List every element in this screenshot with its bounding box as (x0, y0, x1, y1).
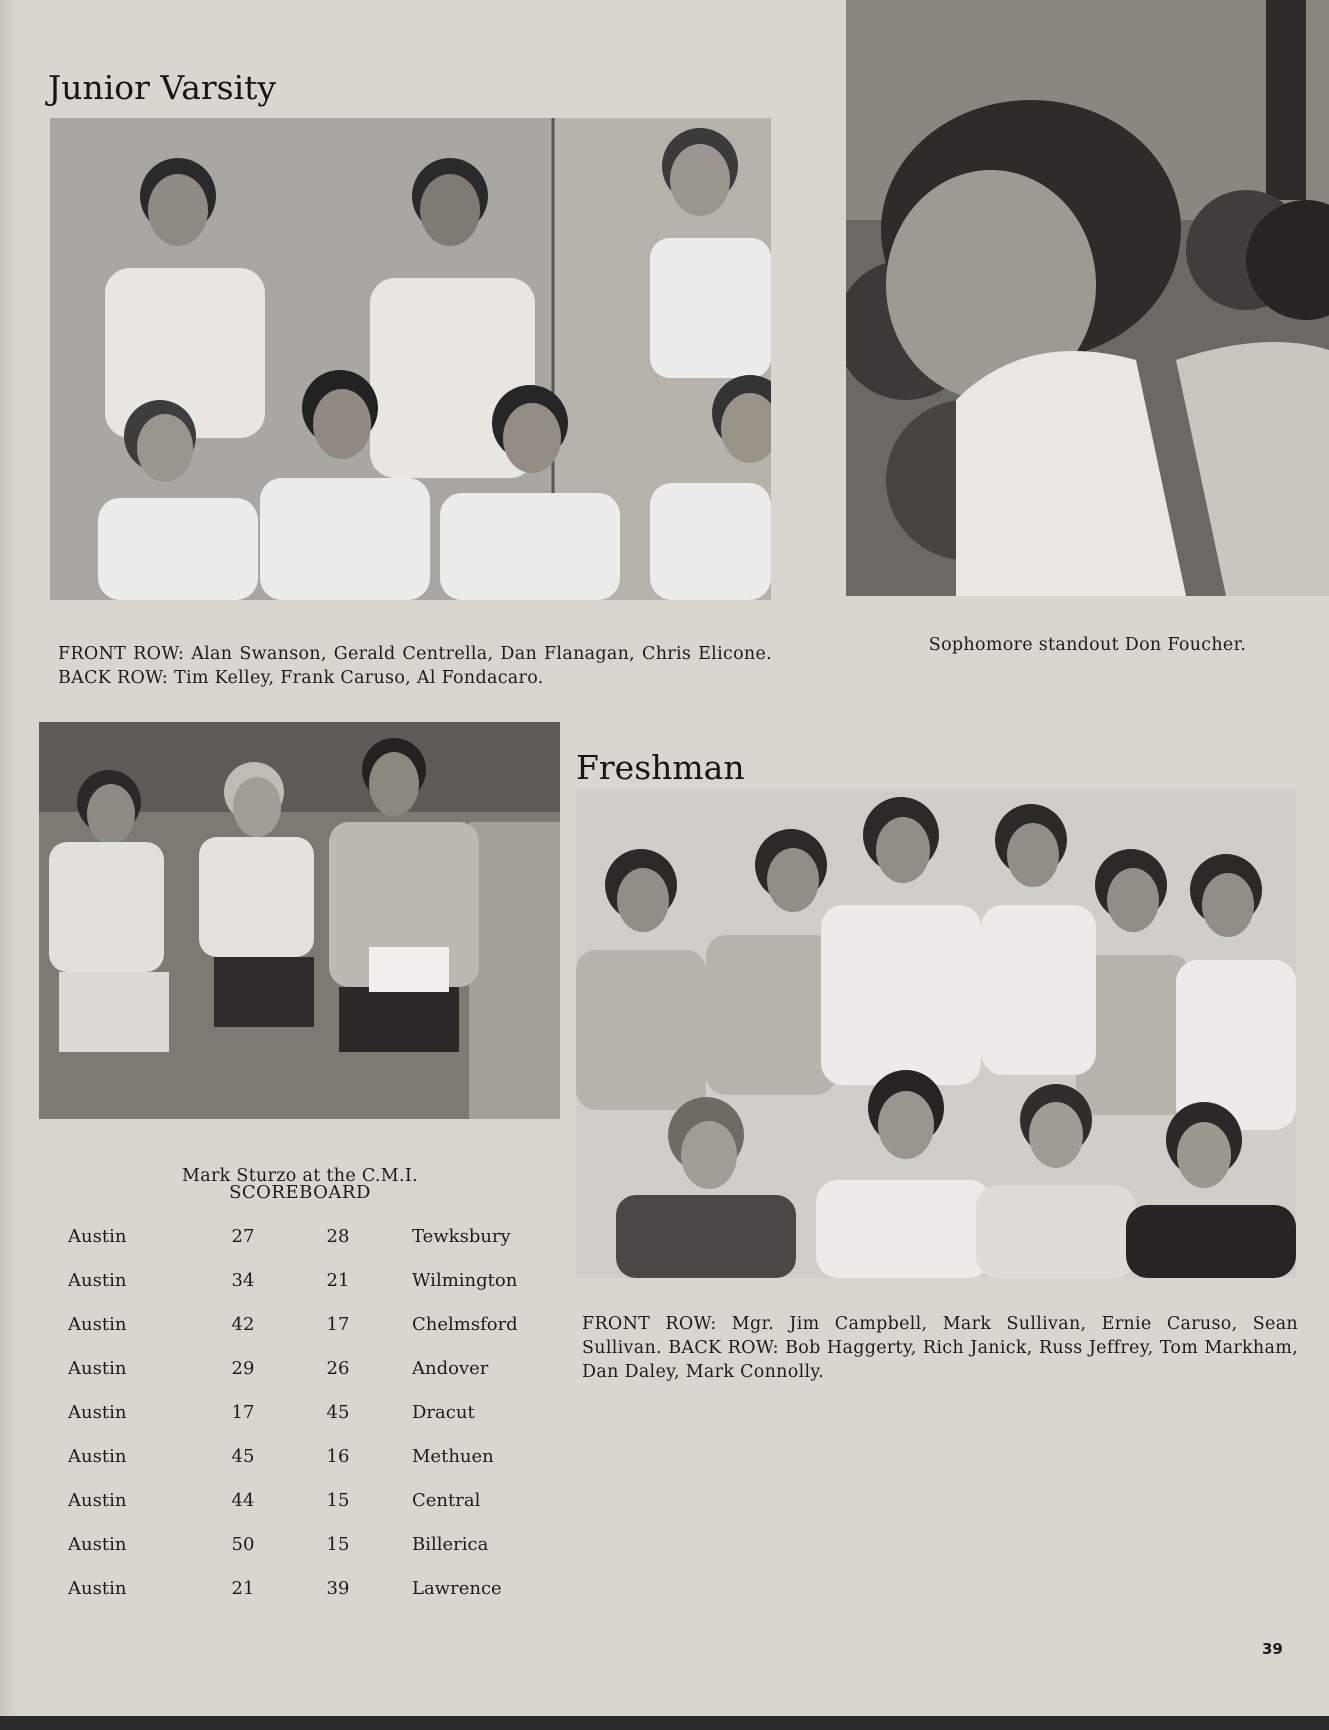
opponent-score: 16 (326, 1445, 350, 1467)
team-name: Austin (68, 1401, 127, 1423)
standout-caption: Sophomore standout Don Foucher. (928, 634, 1247, 655)
scoreboard-row (60, 1522, 540, 1566)
opponent-score: 39 (326, 1577, 350, 1599)
team-name: Austin (68, 1313, 127, 1335)
freshman-team-photo (576, 790, 1296, 1278)
opponent-name: Chelmsford (412, 1313, 518, 1335)
scoreboard-row (60, 1434, 540, 1478)
opponent-score: 26 (326, 1357, 350, 1379)
team-name: Austin (68, 1489, 127, 1511)
opponent-name: Wilmington (412, 1269, 518, 1291)
race-caption: Mark Sturzo at the C.M.I. (182, 1165, 418, 1186)
scoreboard-row (60, 1566, 540, 1610)
team-photo-icon (50, 118, 771, 600)
junior-varsity-heading: Junior Varsity (48, 68, 277, 107)
page-number: 39 (1262, 1640, 1283, 1658)
runner-portrait-photo-icon (846, 0, 1329, 596)
austin-score: 27 (231, 1225, 255, 1247)
junior-varsity-team-photo (50, 118, 771, 600)
junior-varsity-caption: FRONT ROW: Alan Swanson, Gerald Centrella, Dan Flanagan, Chris Elicone. BACK ROW: Tim Kelley, Frank Caruso, Al Fondacaro. (58, 643, 772, 688)
austin-score: 34 (231, 1269, 255, 1291)
team-photo-icon (576, 790, 1296, 1278)
scoreboard-table (60, 1214, 540, 1610)
opponent-name: Andover (412, 1357, 489, 1379)
opponent-score: 15 (326, 1533, 350, 1555)
scoreboard-row (60, 1302, 540, 1346)
scoreboard-row (60, 1214, 540, 1258)
austin-score: 44 (231, 1489, 255, 1511)
team-name: Austin (68, 1357, 127, 1379)
opponent-name: Dracut (412, 1401, 475, 1423)
opponent-name: Lawrence (412, 1577, 502, 1599)
opponent-score: 21 (326, 1269, 350, 1291)
opponent-name: Tewksbury (412, 1225, 511, 1247)
standout-runner-photo (846, 0, 1329, 596)
freshman-caption: FRONT ROW: Mgr. Jim Campbell, Mark Sullivan, Ernie Caruso, Sean Sullivan. BACK ROW: Bob Haggerty, Rich Janick, Russ Jeffrey, Tom Markham, Dan Daley, Mark Connolly. (582, 1313, 1298, 1382)
scoreboard-row (60, 1258, 540, 1302)
austin-score: 17 (231, 1401, 255, 1423)
opponent-score: 28 (326, 1225, 350, 1247)
freshman-heading: Freshman (576, 748, 745, 787)
team-name: Austin (68, 1577, 127, 1599)
opponent-score: 45 (326, 1401, 350, 1423)
scoreboard-row (60, 1478, 540, 1522)
austin-score: 42 (231, 1313, 255, 1335)
team-name: Austin (68, 1225, 127, 1247)
page-bottom-edge (0, 1716, 1329, 1730)
austin-score: 45 (231, 1445, 255, 1467)
scoreboard-row (60, 1390, 540, 1434)
race-photo-icon (39, 722, 560, 1119)
opponent-name: Billerica (412, 1533, 489, 1555)
scoreboard-row (60, 1346, 540, 1390)
team-name: Austin (68, 1445, 127, 1467)
binding-gutter (0, 0, 18, 1730)
scoreboard-title: SCOREBOARD (229, 1182, 371, 1203)
austin-score: 29 (231, 1357, 255, 1379)
team-name: Austin (68, 1533, 127, 1555)
opponent-score: 15 (326, 1489, 350, 1511)
team-name: Austin (68, 1269, 127, 1291)
austin-score: 21 (231, 1577, 255, 1599)
austin-score: 50 (231, 1533, 255, 1555)
opponent-name: Methuen (412, 1445, 494, 1467)
opponent-score: 17 (326, 1313, 350, 1335)
race-photo (39, 722, 560, 1119)
opponent-name: Central (412, 1489, 481, 1511)
